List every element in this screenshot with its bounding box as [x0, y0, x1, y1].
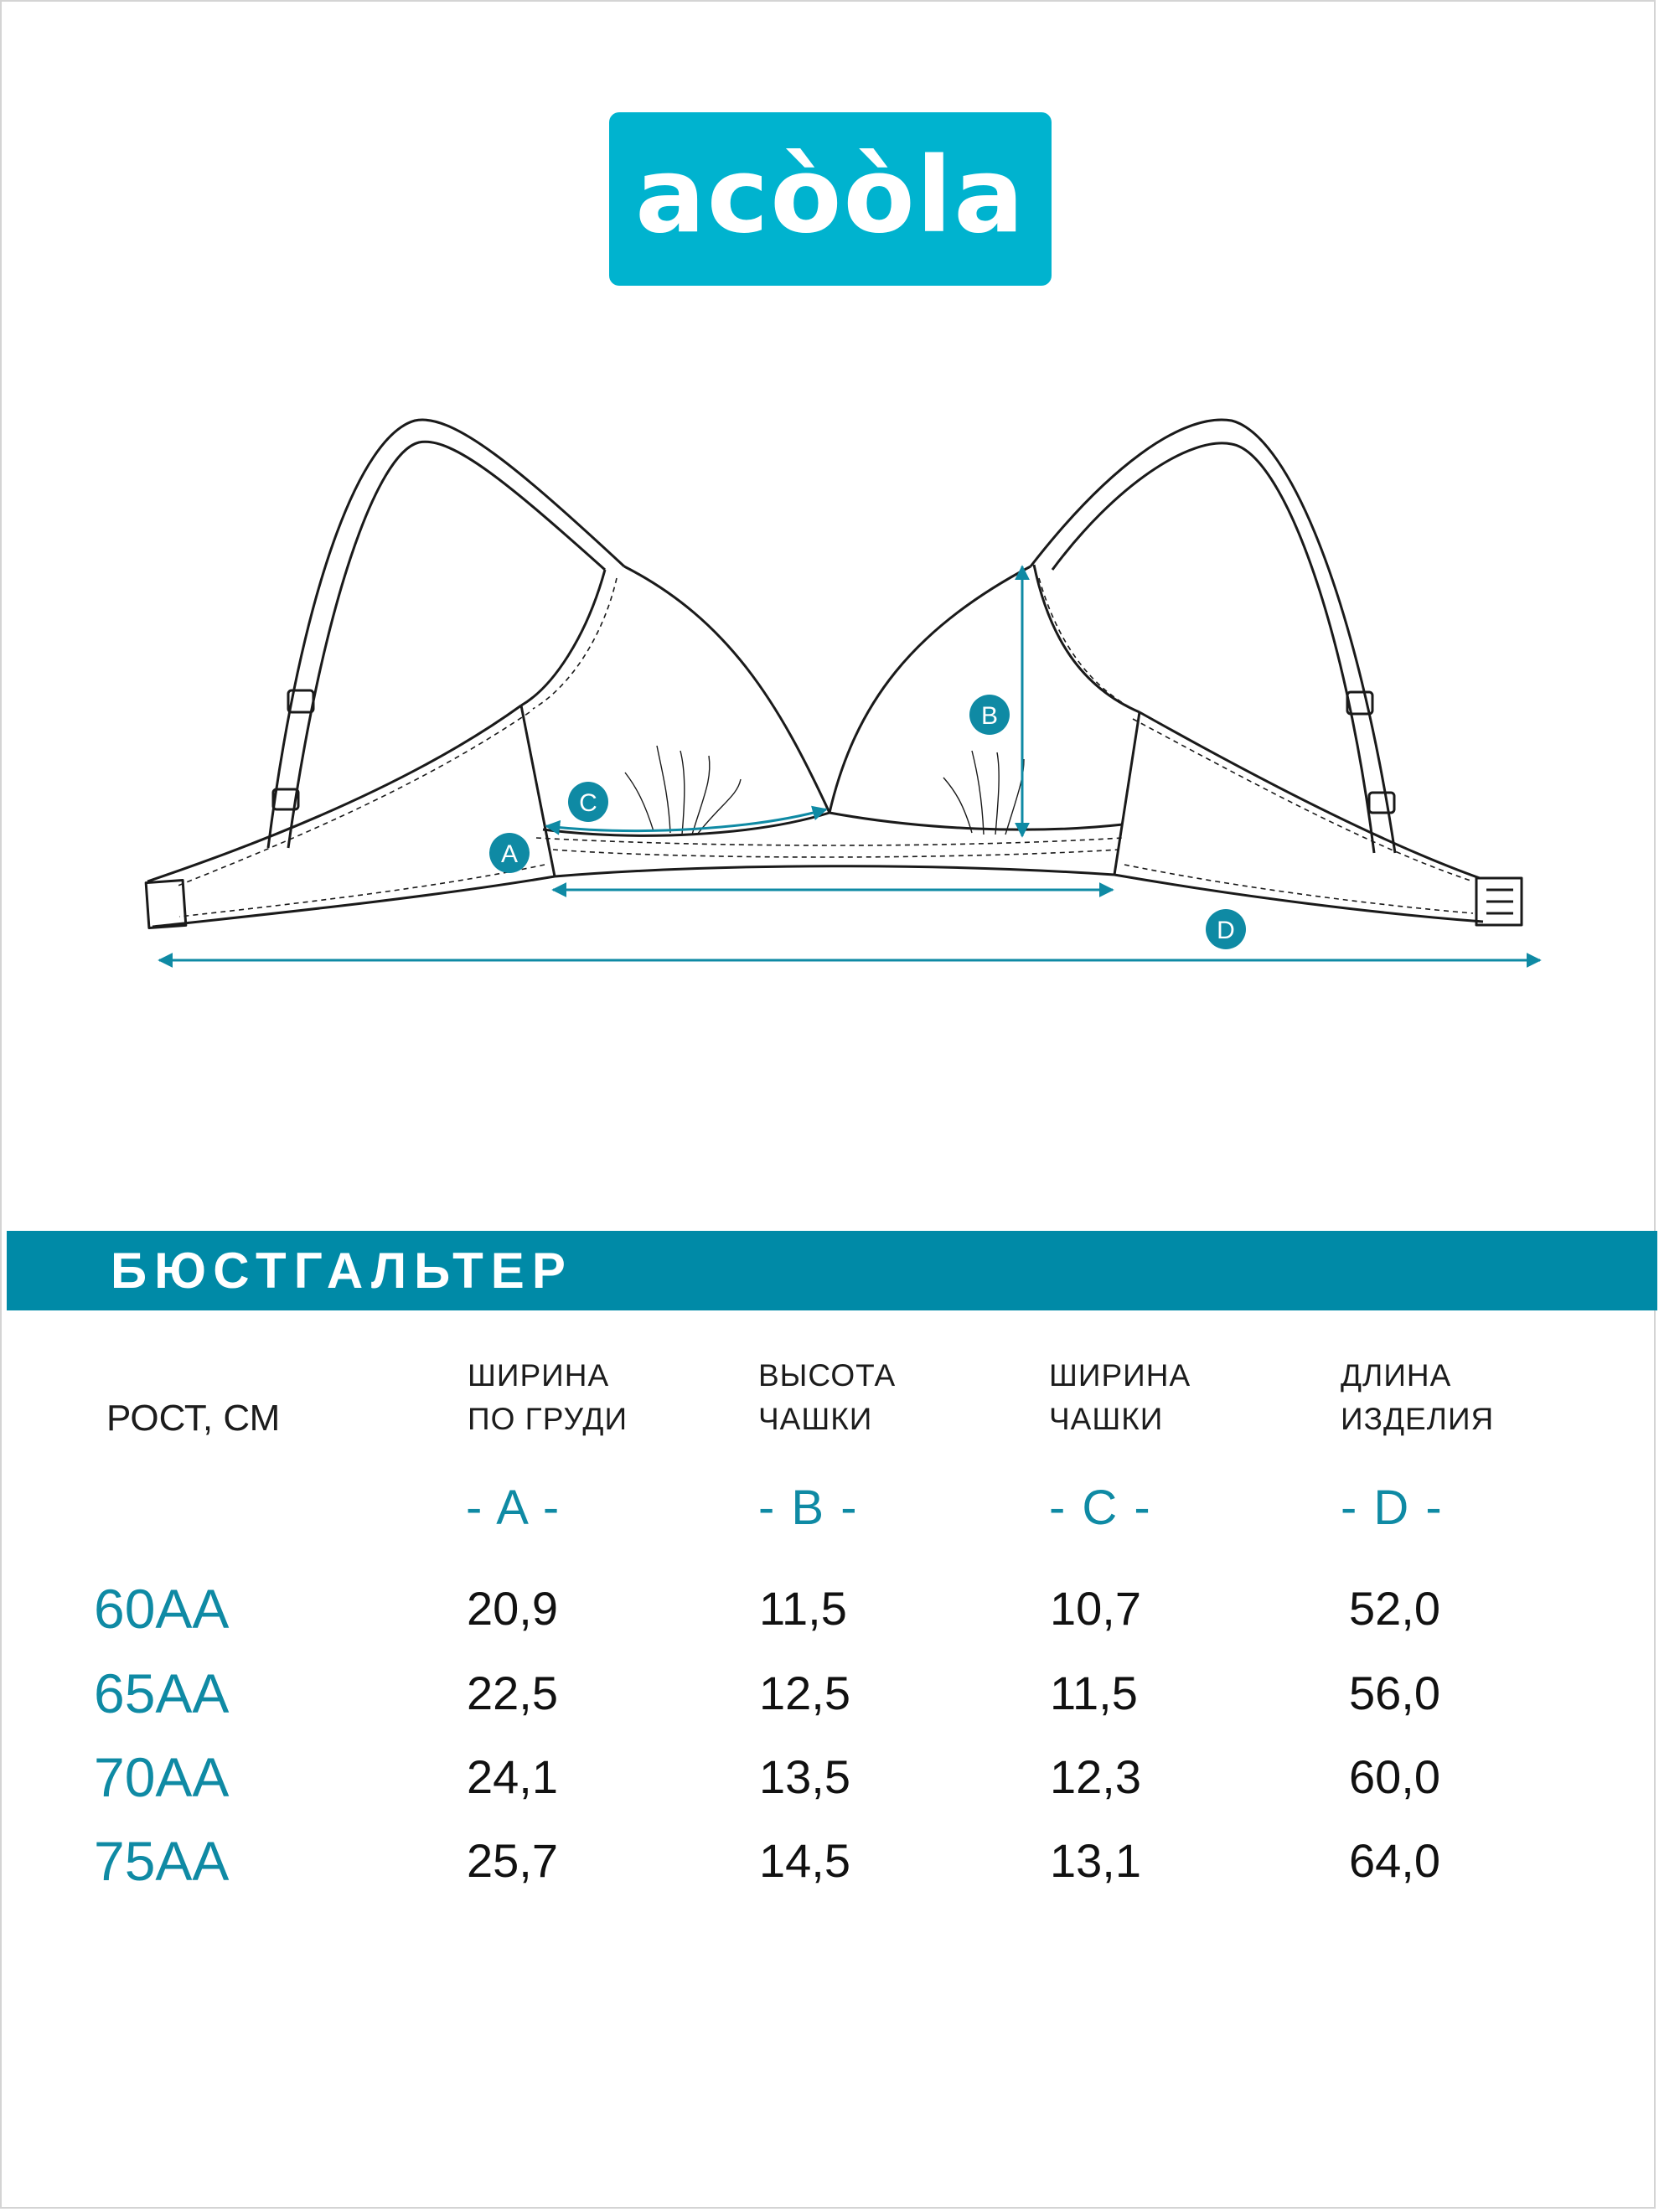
value-cup-width: 13,1 — [1050, 1834, 1141, 1887]
measurement-arrows — [159, 566, 1540, 960]
value-chest-width: 25,7 — [467, 1834, 558, 1887]
value-item-length: 52,0 — [1349, 1582, 1440, 1635]
marker-c — [568, 782, 608, 822]
size-label: 65AA — [94, 1662, 230, 1724]
value-cup-height: 12,5 — [759, 1667, 850, 1719]
table-title: БЮСТГАЛЬТЕР — [111, 1243, 573, 1299]
value-item-length: 64,0 — [1349, 1834, 1440, 1887]
value-item-length: 60,0 — [1349, 1750, 1440, 1803]
column-code-a: - A - — [466, 1481, 561, 1535]
column-code-d: - D - — [1341, 1481, 1444, 1535]
svg-text:A: A — [500, 840, 519, 868]
column-code-c: - C - — [1049, 1481, 1152, 1535]
bra-measurement-diagram — [0, 394, 1659, 997]
value-cup-width: 12,3 — [1050, 1750, 1141, 1803]
svg-text:B: B — [980, 702, 999, 730]
marker-b — [969, 695, 1010, 735]
value-chest-width: 20,9 — [467, 1582, 558, 1635]
value-cup-width: 11,5 — [1050, 1667, 1138, 1719]
marker-a — [489, 833, 530, 873]
column-header-b-line2: ЧАШКИ — [758, 1402, 873, 1436]
size-label: 60AA — [94, 1578, 230, 1640]
column-code-b: - B - — [758, 1481, 859, 1535]
size-label: 70AA — [94, 1746, 230, 1808]
column-header-a-line1: ШИРИНА — [468, 1358, 610, 1393]
value-chest-width: 22,5 — [467, 1667, 558, 1719]
bra-outline — [146, 420, 1522, 928]
value-cup-height: 13,5 — [759, 1750, 850, 1803]
marker-d — [1206, 909, 1246, 949]
column-header-d-line2: ИЗДЕЛИЯ — [1341, 1402, 1495, 1436]
svg-text:C: C — [579, 789, 597, 817]
value-cup-height: 14,5 — [759, 1834, 850, 1887]
brand-logo — [609, 112, 1052, 286]
column-header-d-line1: ДЛИНА — [1341, 1358, 1452, 1393]
svg-text:D: D — [1217, 917, 1235, 944]
value-item-length: 56,0 — [1349, 1667, 1440, 1719]
cup-dart-lines — [625, 746, 1024, 835]
brand-logo-text: acòòla — [635, 135, 1026, 256]
column-header-c-line1: ШИРИНА — [1049, 1358, 1191, 1393]
size-label: 75AA — [94, 1830, 230, 1892]
row-header-label: РОСТ, СМ — [106, 1398, 281, 1439]
table-title-banner — [7, 1231, 1657, 1310]
column-header-b-line1: ВЫСОТА — [758, 1358, 897, 1393]
column-header-a-line2: ПО ГРУДИ — [468, 1402, 628, 1436]
value-chest-width: 24,1 — [467, 1750, 558, 1803]
value-cup-width: 10,7 — [1050, 1582, 1141, 1635]
column-header-c-line2: ЧАШКИ — [1049, 1402, 1164, 1436]
value-cup-height: 11,5 — [759, 1582, 847, 1635]
